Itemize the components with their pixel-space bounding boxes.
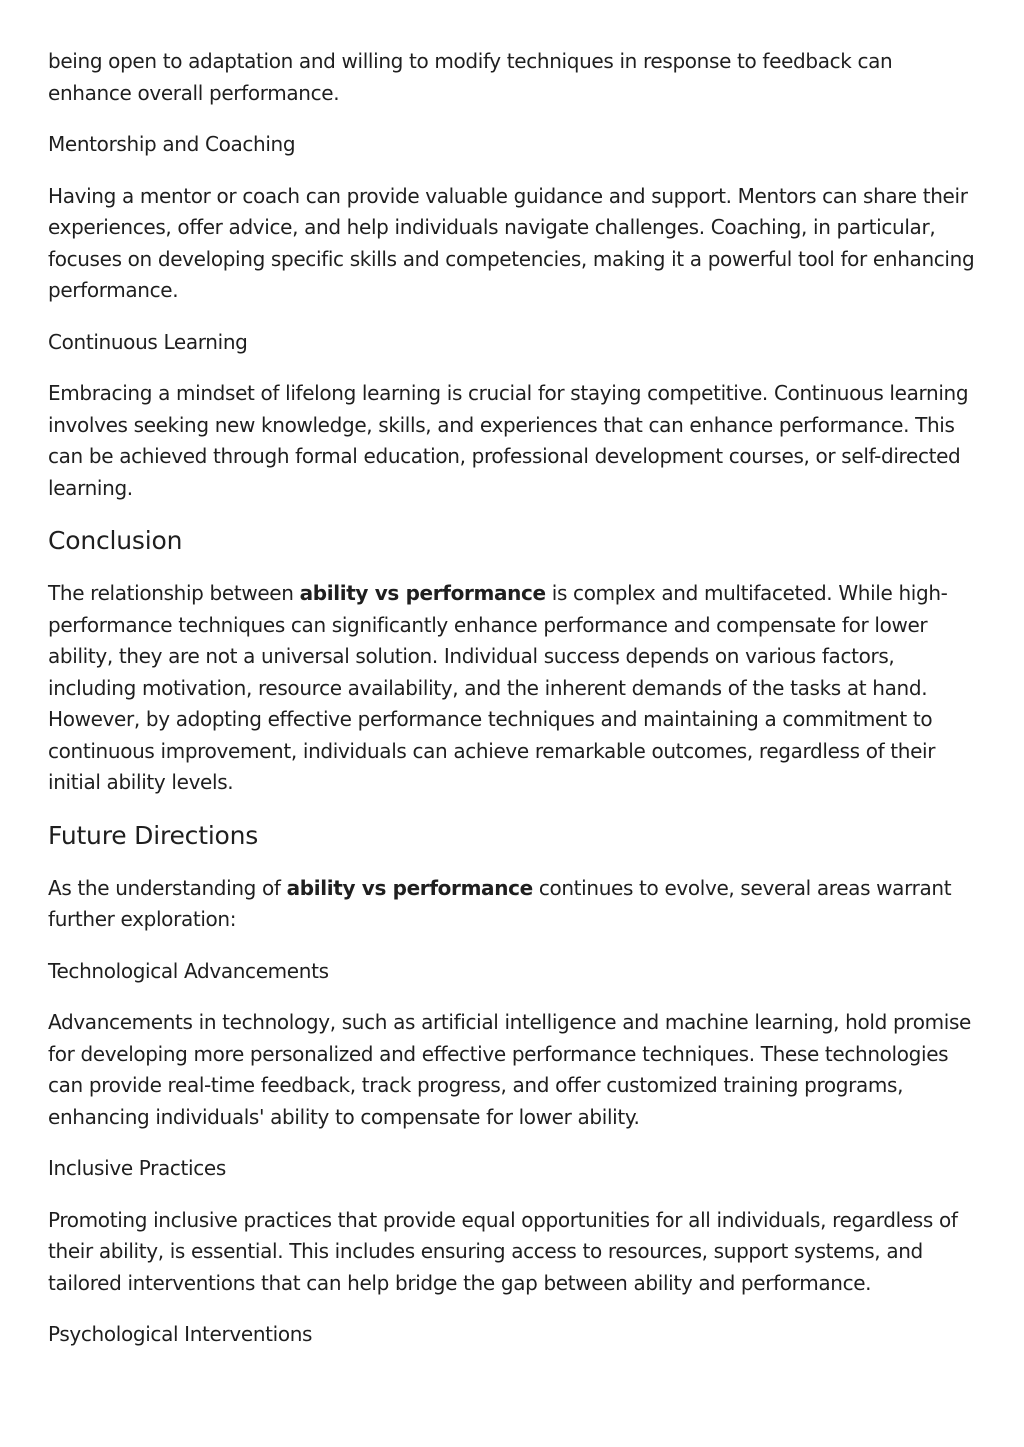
paragraph-continuous-learning: Embracing a mindset of lifelong learning is crucial for staying competitive. Continuous learning involves seeking new knowledge, skills, and experiences that can enhance performance. This can be achieved through formal education, professional development courses, or self-directed learning. (48, 381, 969, 500)
paragraph-conclusion-rest: is complex and multifaceted. While high-performance techniques can significantly enhance performance and compensate for lower ability, they are not a universal solution. Individual success depends on various factors, including motivation, resource availability, and the inherent demands of the tasks at hand. However, by adopting effective performance techniques and maintaining a commitment to continuous improvement, individuals can achieve remarkable outcomes, regardless of their initial ability levels. (48, 581, 948, 794)
paragraph-inclusive-practices: Promoting inclusive practices that provide equal opportunities for all individuals, regardless of their ability, is essential. This includes ensuring access to resources, support systems, and tailored interventions that can help bridge the gap between ability and performance. (48, 1207, 958, 1295)
heading-conclusion: Conclusion (48, 526, 183, 555)
subheading-psychological-interventions: Psychological Interventions (48, 1322, 313, 1346)
paragraph-future-start: As the understanding of (48, 875, 287, 900)
paragraph-conclusion (48, 578, 978, 799)
paragraph-mentorship: Having a mentor or coach can provide valuable guidance and support. Mentors can share their experiences, offer advice, and help individuals navigate challenges. Coaching, in particular, focuses on developing specific skills and competencies, making it a powerful tool for enhancing performance. (48, 183, 975, 302)
paragraph-conclusion-start: The relationship between (48, 581, 300, 605)
subheading-technological-advancements: Technological Advancements (48, 958, 329, 983)
paragraph-technological-advancements: Advancements in technology, such as artificial intelligence and machine learning, hold promise for developing more personalized and effective performance techniques. These technologies can provide real-time feedback, track progress, and offer customized training programs, enhancing individuals' ability to compensate for lower ability. (48, 1010, 971, 1129)
subheading-inclusive-practices: Inclusive Practices (48, 1156, 226, 1180)
subheading-continuous-learning: Continuous Learning (48, 329, 248, 354)
keyword-ability-vs-performance-2: ability vs performance (286, 875, 533, 900)
document-page (48, 46, 978, 1371)
keyword-ability-vs-performance: ability vs performance (299, 581, 546, 605)
paragraph-future-directions (48, 873, 978, 936)
heading-future-directions: Future Directions (48, 820, 259, 850)
subheading-mentorship: Mentorship and Coaching (48, 132, 296, 156)
paragraph-future-rest: continues to evolve, several areas warrant further exploration: (48, 875, 952, 931)
paragraph-adaptation: being open to adaptation and willing to modify techniques in response to feedback can enhance overall performance. (48, 49, 893, 105)
